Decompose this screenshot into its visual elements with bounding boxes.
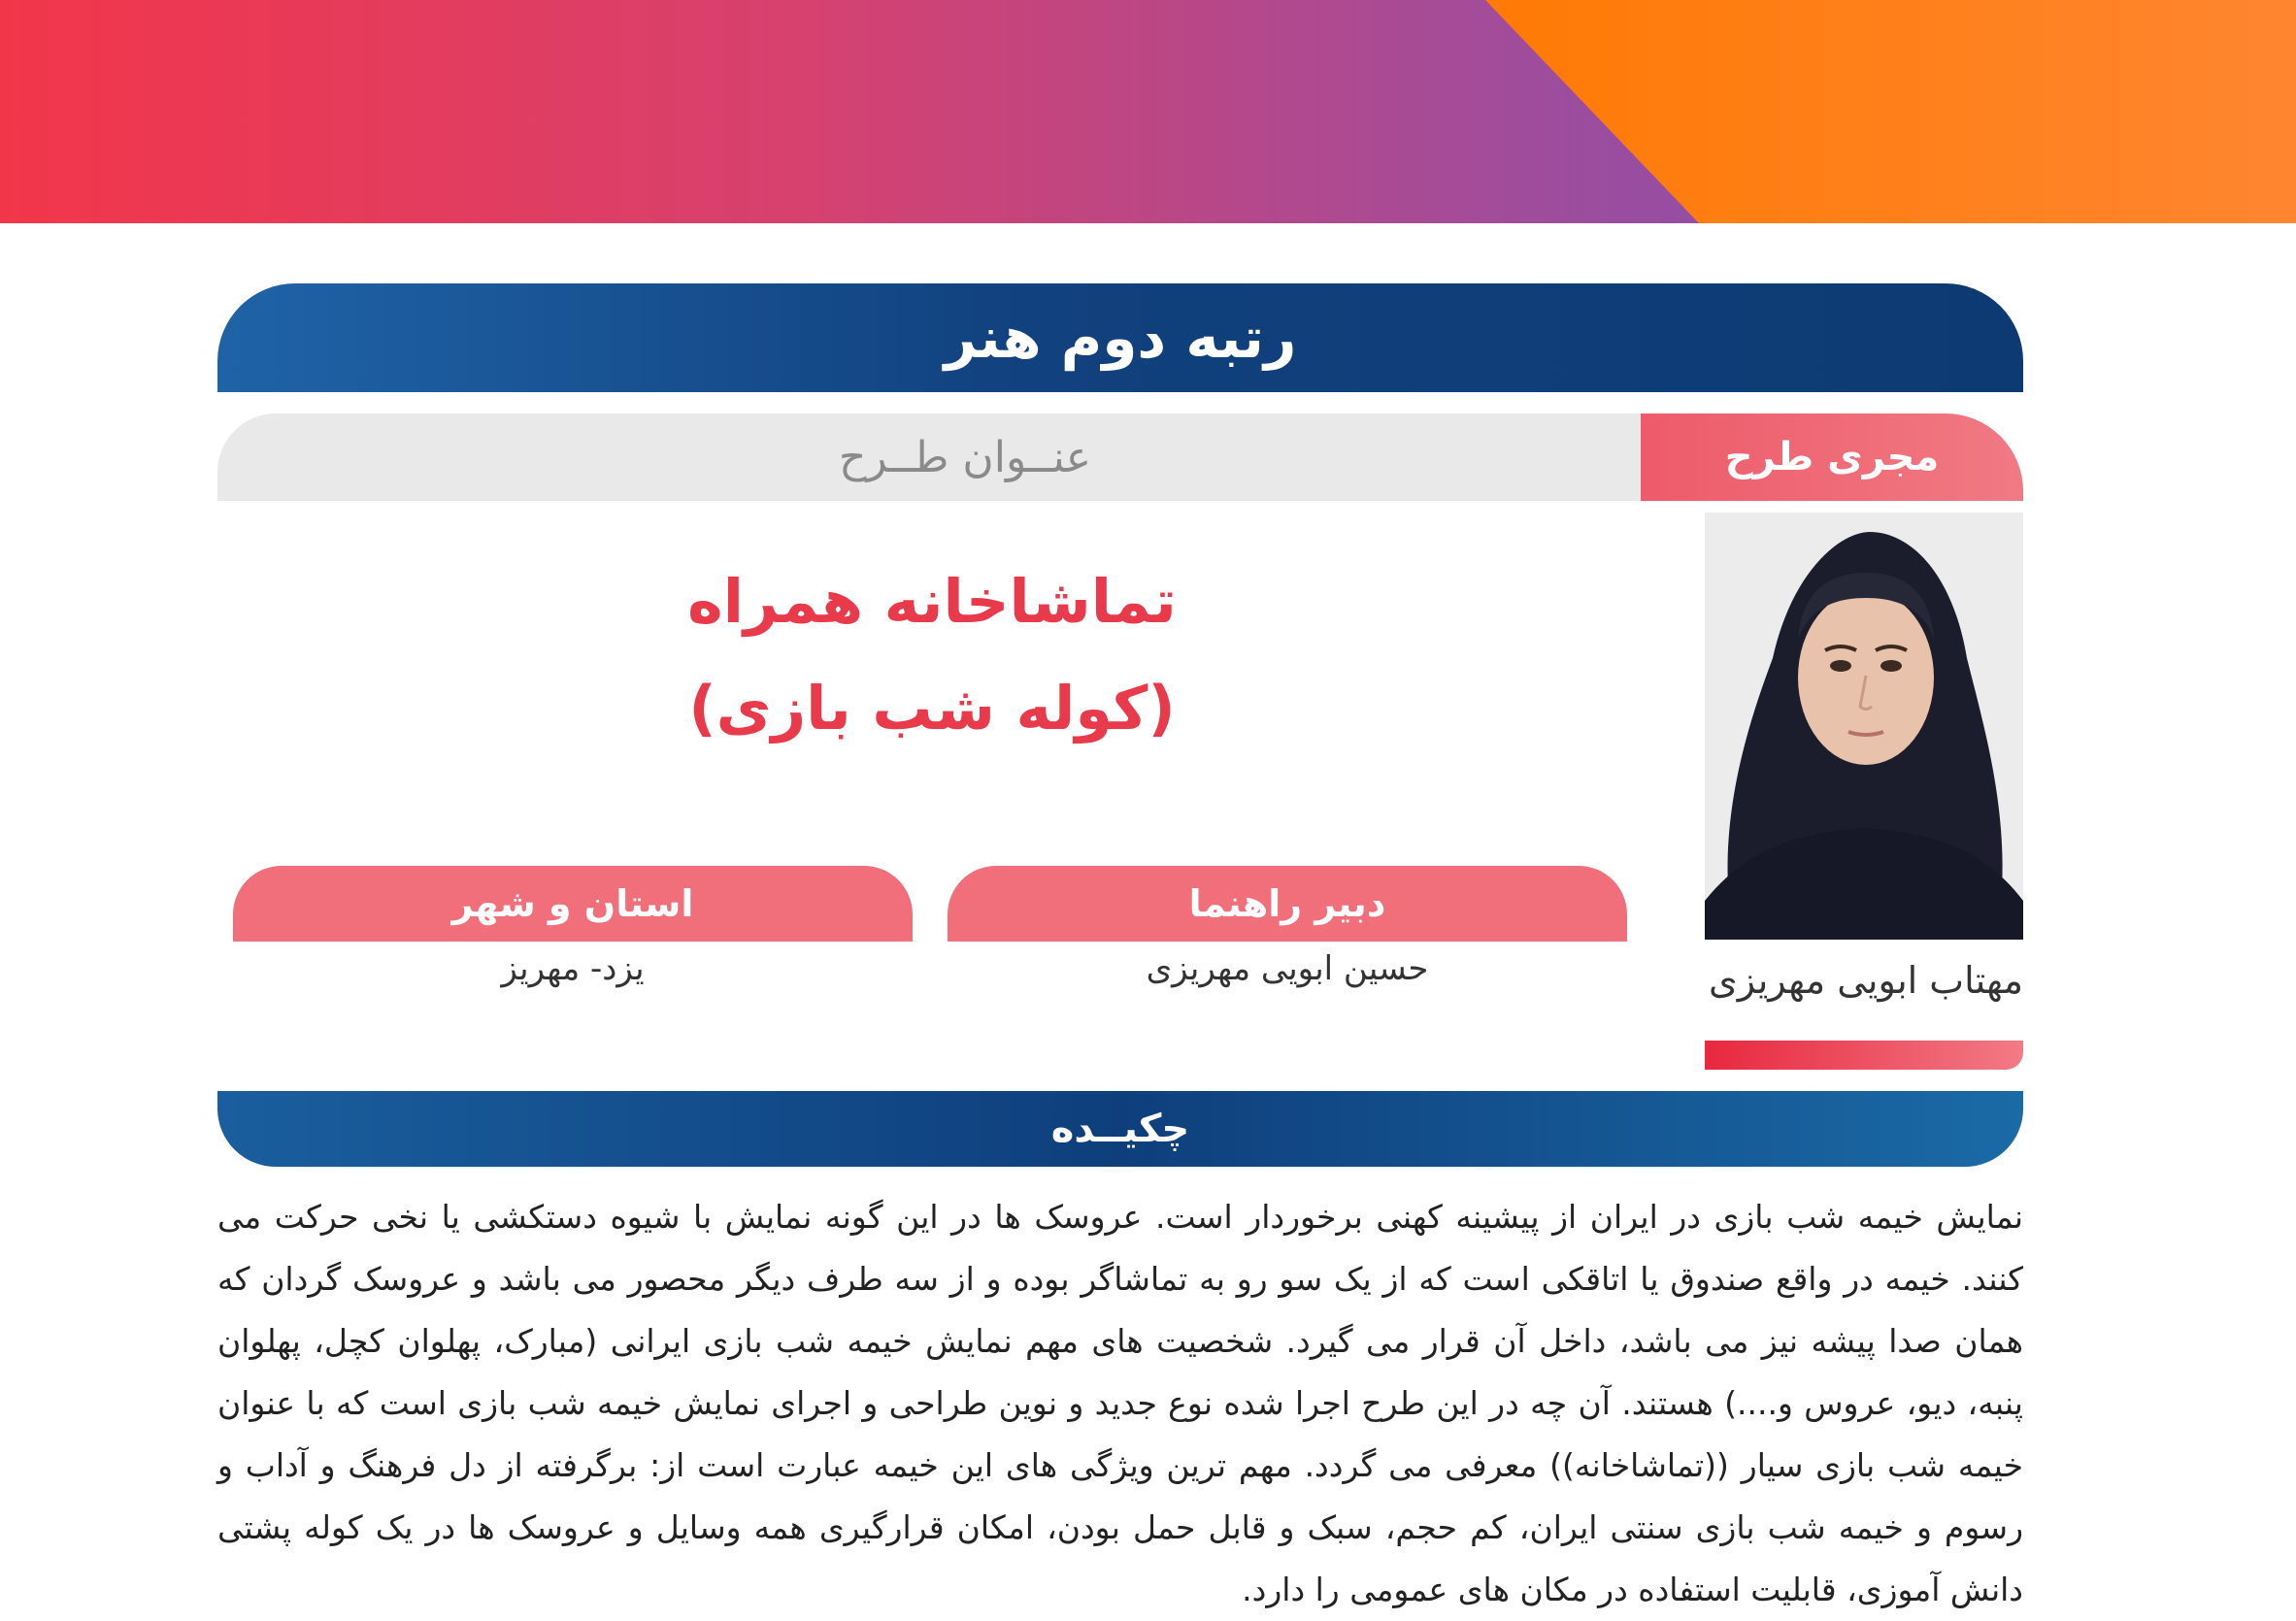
banner-graphic: [0, 0, 2296, 223]
student-portrait-graphic: [1705, 513, 2023, 940]
abstract-body: نمایش خیمه شب بازی در ایران از پیشینه کهنی برخوردار است. عروسک ها در این گونه نمایش با شیوه دستکشی یا نخی حرکت می کنند. خیمه در واقع صندوق یا اتاقکی است که از یک سو رو به تماشاگر بوده و از سه طرف دیگر محصور می باشد و عروسک گردان که همان صدا پیشه نیز می باشد، داخل آن قرار می گیرد. شخصیت های مهم نمایش خیمه شب بازی ایرانی (مبارک، پهلوان کچل، پهلوان پنبه، دیو، عروس و....) هستند. آن چه در این طرح اجرا شده نوع جدید و نوین طراحی و اجرای نمایش خیمه شب بازی است که با عنوان خیمه شب بازی سیار ((تماشاخانه)) معرفی می گردد. مهم ترین ویژگی های این خیمه عبارت است از: برگرفته از دل فرهنگ و آداب و رسوم و خیمه شب بازی سنتی ایران، کم حجم، سبک و قابل حمل بودن، امکان قرارگیری همه وسایل و عروسک ها در یک کوله پشتی دانش آموزی، قابلیت استفاده در مکان های عمومی را دارد.: [217, 1198, 2023, 1608]
project-title-line2: (کوله شب بازی): [688, 673, 1176, 744]
top-banner: [0, 0, 2296, 223]
abstract-heading-band: [217, 1091, 2023, 1167]
teacher-label: دبیر راهنما: [1188, 882, 1386, 925]
province-tab: [233, 866, 913, 942]
project-title-line1: تماشاخانه همراه: [687, 566, 1177, 637]
project-title-label: عنــوان طــرح: [838, 432, 1092, 482]
student-photo: [1705, 513, 2023, 940]
rank-title: رتبه دوم هنر: [944, 305, 1297, 371]
province-value: یزد- مهریز: [501, 949, 645, 988]
student-name: مهتاب ابویی مهریزی: [1709, 959, 2023, 1002]
abstract-heading: چکیــده: [1050, 1107, 1190, 1151]
teacher-tab: [948, 866, 1627, 942]
project-runner-label: مجری طرح: [1724, 435, 1940, 480]
project-title: [524, 548, 1340, 762]
teacher-value: حسین ابویی مهریزی: [1146, 949, 1429, 988]
project-runner-tab: [1641, 414, 2023, 501]
student-name-accent-bar: [1705, 1041, 2023, 1070]
project-title-label-bar: [217, 414, 1713, 501]
rank-title-band: [217, 283, 2023, 392]
province-label: استان و شهر: [451, 882, 694, 925]
